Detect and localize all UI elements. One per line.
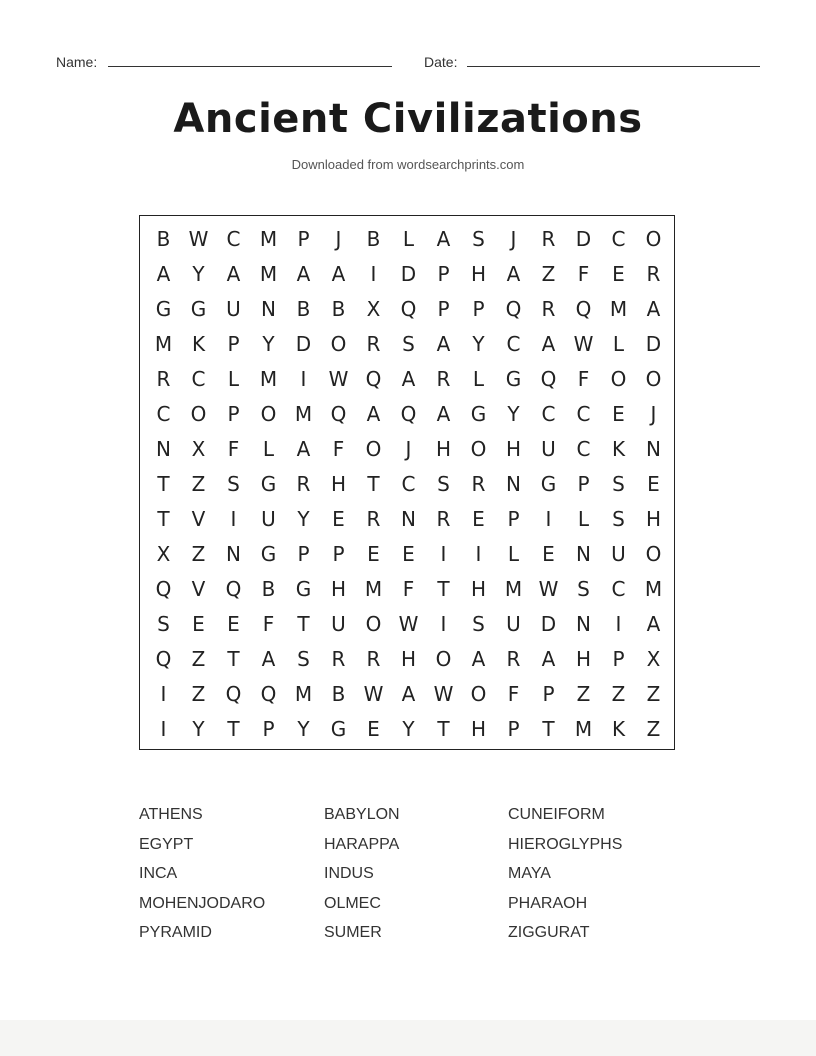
grid-letter[interactable]: N xyxy=(576,612,591,636)
grid-letter[interactable]: Q xyxy=(225,682,242,706)
grid-letter[interactable]: S xyxy=(472,227,485,251)
grid-letter[interactable]: F xyxy=(227,437,240,461)
grid-letter[interactable]: Y xyxy=(192,717,205,741)
grid-row xyxy=(140,642,674,677)
grid-letter[interactable]: R xyxy=(541,297,556,321)
grid-letter[interactable]: T xyxy=(297,612,310,636)
grid-letter[interactable]: D xyxy=(575,227,592,251)
word-list-item: ATHENS xyxy=(139,806,203,823)
grid-letter[interactable]: I xyxy=(440,612,447,636)
grid-letter[interactable]: A xyxy=(541,647,556,671)
grid-letter[interactable]: D xyxy=(540,612,557,636)
word-list-item: INDUS xyxy=(324,865,374,882)
grid-letter[interactable]: R xyxy=(471,472,486,496)
grid-letter[interactable]: U xyxy=(331,612,346,636)
grid-letter[interactable]: P xyxy=(332,542,345,566)
grid-letter[interactable]: R xyxy=(366,647,381,671)
grid-letter[interactable]: P xyxy=(227,402,240,426)
grid-letter[interactable]: C xyxy=(156,402,171,426)
word-list-item: MOHENJODARO xyxy=(139,894,266,912)
grid-letter[interactable]: P xyxy=(437,262,450,286)
grid-letter[interactable]: E xyxy=(647,472,660,496)
grid-letter[interactable]: E xyxy=(402,542,415,566)
word-list-item: HIEROGLYPHS xyxy=(508,835,623,853)
grid-letter[interactable]: L xyxy=(227,367,240,391)
grid-letter[interactable]: H xyxy=(505,437,522,461)
grid-letter[interactable]: H xyxy=(575,647,592,671)
grid-letter[interactable]: J xyxy=(405,437,412,461)
grid-letter[interactable]: J xyxy=(335,227,342,251)
grid-letter[interactable]: Q xyxy=(400,402,417,426)
grid-letter[interactable]: Q xyxy=(225,577,242,601)
grid-letter[interactable]: M xyxy=(259,367,278,391)
grid-letter[interactable]: P xyxy=(297,542,310,566)
grid-letter[interactable]: S xyxy=(402,332,415,356)
grid-letter[interactable]: L xyxy=(402,227,415,251)
grid-letter[interactable]: A xyxy=(156,262,171,286)
grid-letter[interactable]: R xyxy=(156,367,171,391)
grid-letter[interactable]: A xyxy=(296,437,311,461)
word-list-item: PYRAMID xyxy=(139,924,212,941)
grid-letter[interactable]: M xyxy=(504,577,523,601)
grid-letter[interactable]: Z xyxy=(646,682,661,706)
grid-row xyxy=(140,327,674,362)
grid-letter[interactable]: B xyxy=(156,227,171,251)
grid-letter[interactable]: A xyxy=(436,332,451,356)
grid-letter[interactable]: F xyxy=(577,367,590,391)
grid-letter[interactable]: M xyxy=(609,297,628,321)
grid-letter[interactable]: I xyxy=(475,542,482,566)
grid-letter[interactable]: P xyxy=(507,507,520,531)
grid-letter[interactable]: I xyxy=(300,367,307,391)
grid-letter[interactable]: I xyxy=(230,507,237,531)
grid-letter[interactable]: O xyxy=(260,402,277,426)
grid-letter[interactable]: L xyxy=(262,437,275,461)
grid-letter[interactable]: M xyxy=(259,227,278,251)
grid-letter[interactable]: O xyxy=(330,332,347,356)
grid-letter[interactable]: N xyxy=(506,472,521,496)
grid-letter[interactable]: F xyxy=(577,262,590,286)
grid-letter[interactable]: E xyxy=(472,507,485,531)
grid-letter[interactable]: K xyxy=(611,717,626,741)
grid-letter[interactable]: T xyxy=(437,577,450,601)
grid-letter[interactable]: Y xyxy=(192,262,205,286)
grid-letter[interactable]: O xyxy=(470,437,487,461)
grid-letter[interactable]: G xyxy=(295,577,312,601)
grid-letter[interactable]: V xyxy=(191,507,206,531)
grid-letter[interactable]: M xyxy=(294,402,313,426)
grid-letter[interactable]: A xyxy=(471,647,486,671)
word-list-item: PHARAOH xyxy=(508,894,588,912)
source-credit: Downloaded from wordsearchprints.com xyxy=(291,157,525,172)
grid-letter[interactable]: F xyxy=(507,682,520,706)
grid-letter[interactable]: T xyxy=(227,717,240,741)
grid-letter[interactable]: O xyxy=(365,437,382,461)
grid-letter[interactable]: S xyxy=(157,612,170,636)
grid-row xyxy=(140,502,674,537)
grid-row xyxy=(140,362,674,397)
grid-letter[interactable]: P xyxy=(612,647,625,671)
grid-letter[interactable]: E xyxy=(612,262,625,286)
grid-letter[interactable]: S xyxy=(472,612,485,636)
grid-letter[interactable]: A xyxy=(436,402,451,426)
grid-letter[interactable]: G xyxy=(470,402,487,426)
grid-row xyxy=(140,257,674,292)
grid-letter[interactable]: H xyxy=(330,472,347,496)
grid-letter[interactable]: W xyxy=(328,367,349,391)
grid-letter[interactable]: N xyxy=(261,297,276,321)
grid-letter[interactable]: I xyxy=(160,717,167,741)
date-line[interactable] xyxy=(467,66,760,67)
grid-letter[interactable]: Z xyxy=(191,682,206,706)
grid-letter[interactable]: E xyxy=(227,612,240,636)
grid-letter[interactable]: A xyxy=(261,647,276,671)
grid-letter[interactable]: L xyxy=(577,507,590,531)
grid-letter[interactable]: M xyxy=(644,577,663,601)
grid-letter[interactable]: P xyxy=(262,717,275,741)
grid-letter[interactable]: G xyxy=(260,542,277,566)
grid-letter[interactable]: C xyxy=(611,227,626,251)
grid-letter[interactable]: O xyxy=(190,402,207,426)
grid-row xyxy=(140,712,674,747)
grid-letter[interactable]: L xyxy=(472,367,485,391)
grid-letter[interactable]: A xyxy=(506,262,521,286)
grid-letter[interactable]: A xyxy=(226,262,241,286)
date-label: Date: xyxy=(424,54,458,70)
grid-letter[interactable]: A xyxy=(401,682,416,706)
grid-letter[interactable]: I xyxy=(160,682,167,706)
grid-letter[interactable]: F xyxy=(332,437,345,461)
grid-letter[interactable]: O xyxy=(365,612,382,636)
word-list-item: BABYLON xyxy=(324,806,400,823)
grid-letter[interactable]: R xyxy=(366,507,381,531)
grid-letter[interactable]: T xyxy=(227,647,240,671)
word-search-grid xyxy=(139,215,675,750)
grid-letter[interactable]: E xyxy=(542,542,555,566)
grid-letter[interactable]: R xyxy=(506,647,521,671)
grid-letter[interactable]: H xyxy=(330,577,347,601)
grid-letter[interactable]: U xyxy=(541,437,556,461)
grid-letter[interactable]: H xyxy=(435,437,452,461)
grid-row xyxy=(140,397,674,432)
grid-letter[interactable]: A xyxy=(366,402,381,426)
grid-letter[interactable]: Z xyxy=(191,647,206,671)
grid-letter[interactable]: S xyxy=(437,472,450,496)
grid-letter[interactable]: Z xyxy=(646,717,661,741)
grid-letter[interactable]: Q xyxy=(155,577,172,601)
grid-letter[interactable]: G xyxy=(330,717,347,741)
grid-letter[interactable]: I xyxy=(370,262,377,286)
grid-letter[interactable]: O xyxy=(470,682,487,706)
grid-letter[interactable]: Z xyxy=(191,542,206,566)
grid-letter[interactable]: H xyxy=(645,507,662,531)
grid-row xyxy=(140,222,674,257)
grid-letter[interactable]: X xyxy=(366,297,381,321)
grid-letter[interactable]: S xyxy=(297,647,310,671)
grid-letter[interactable]: G xyxy=(155,297,172,321)
grid-letter[interactable]: A xyxy=(296,262,311,286)
grid-letter[interactable]: Y xyxy=(262,332,275,356)
grid-letter[interactable]: S xyxy=(577,577,590,601)
grid-letter[interactable]: D xyxy=(400,262,417,286)
grid-letter[interactable]: Q xyxy=(330,402,347,426)
grid-letter[interactable]: Z xyxy=(611,682,626,706)
word-list-item: OLMEC xyxy=(324,894,381,912)
grid-letter[interactable]: G xyxy=(505,367,522,391)
grid-letter[interactable]: N xyxy=(401,507,416,531)
grid-letter[interactable]: Y xyxy=(507,402,520,426)
word-list-item: EGYPT xyxy=(139,835,194,853)
grid-letter[interactable]: Z xyxy=(191,472,206,496)
grid-letter[interactable]: U xyxy=(506,612,521,636)
grid-letter[interactable]: O xyxy=(435,647,452,671)
grid-letter[interactable]: U xyxy=(261,507,276,531)
grid-letter[interactable]: M xyxy=(574,717,593,741)
grid-letter[interactable]: D xyxy=(295,332,312,356)
grid-letter[interactable]: R xyxy=(331,647,346,671)
grid-letter[interactable]: R xyxy=(646,262,661,286)
grid-letter[interactable]: E xyxy=(612,402,625,426)
grid-letter[interactable]: P xyxy=(577,472,590,496)
grid-letter[interactable]: M xyxy=(259,262,278,286)
grid-letter[interactable]: Y xyxy=(402,717,415,741)
grid-letter[interactable]: G xyxy=(190,297,207,321)
grid-letter[interactable]: Q xyxy=(155,647,172,671)
grid-letter[interactable]: J xyxy=(510,227,517,251)
grid-letter[interactable]: T xyxy=(542,717,555,741)
grid-letter[interactable]: O xyxy=(645,367,662,391)
grid-letter[interactable]: B xyxy=(366,227,381,251)
grid-letter[interactable]: Q xyxy=(575,297,592,321)
grid-letter[interactable]: N xyxy=(576,542,591,566)
grid-letter[interactable]: P xyxy=(297,227,310,251)
grid-letter[interactable]: O xyxy=(610,367,627,391)
grid-letter[interactable]: Q xyxy=(260,682,277,706)
grid-letter[interactable]: N xyxy=(156,437,171,461)
grid-letter[interactable]: O xyxy=(645,542,662,566)
grid-letter[interactable]: C xyxy=(506,332,521,356)
grid-letter[interactable]: P xyxy=(542,682,555,706)
grid-letter[interactable]: Q xyxy=(400,297,417,321)
grid-letter[interactable]: M xyxy=(364,577,383,601)
grid-letter[interactable]: L xyxy=(612,332,625,356)
grid-letter[interactable]: C xyxy=(541,402,556,426)
grid-letter[interactable]: C xyxy=(191,367,206,391)
grid-letter[interactable]: T xyxy=(157,507,170,531)
grid-row xyxy=(140,432,674,467)
grid-letter[interactable]: P xyxy=(472,297,485,321)
grid-letter[interactable]: K xyxy=(611,437,626,461)
grid-letter[interactable]: W xyxy=(433,682,454,706)
grid-letter[interactable]: V xyxy=(191,577,206,601)
grid-letter[interactable]: F xyxy=(402,577,415,601)
grid-letter[interactable]: Y xyxy=(472,332,485,356)
grid-letter[interactable]: P xyxy=(437,297,450,321)
grid-letter[interactable]: P xyxy=(507,717,520,741)
grid-letter[interactable]: R xyxy=(436,507,451,531)
grid-letter[interactable]: T xyxy=(367,472,380,496)
grid-letter[interactable]: S xyxy=(227,472,240,496)
grid-letter[interactable]: R xyxy=(366,332,381,356)
grid-letter[interactable]: C xyxy=(576,402,591,426)
grid-letter[interactable]: T xyxy=(157,472,170,496)
grid-row xyxy=(140,292,674,327)
grid-letter[interactable]: A xyxy=(541,332,556,356)
grid-letter[interactable]: W xyxy=(398,612,419,636)
grid-letter[interactable]: E xyxy=(332,507,345,531)
grid-letter[interactable]: G xyxy=(540,472,557,496)
grid-letter[interactable]: B xyxy=(296,297,311,321)
grid-letter[interactable]: W xyxy=(573,332,594,356)
grid-letter[interactable]: U xyxy=(611,542,626,566)
word-list-item: HARAPPA xyxy=(324,835,400,853)
grid-letter[interactable]: E xyxy=(367,717,380,741)
grid-letter[interactable]: M xyxy=(294,682,313,706)
grid-letter[interactable]: A xyxy=(401,367,416,391)
grid-letter[interactable]: H xyxy=(470,577,487,601)
grid-letter[interactable]: X xyxy=(156,542,171,566)
grid-letter[interactable]: Q xyxy=(505,297,522,321)
grid-letter[interactable]: W xyxy=(363,682,384,706)
word-list-item: MAYA xyxy=(508,865,551,882)
grid-letter[interactable]: C xyxy=(226,227,241,251)
grid-letter[interactable]: P xyxy=(227,332,240,356)
page-title: Ancient Civilizations xyxy=(173,96,643,142)
grid-letter[interactable]: T xyxy=(437,717,450,741)
grid-letter[interactable]: C xyxy=(576,437,591,461)
grid-letter[interactable]: W xyxy=(188,227,209,251)
grid-letter[interactable]: Z xyxy=(576,682,591,706)
grid-letter[interactable]: S xyxy=(612,472,625,496)
grid-row xyxy=(140,572,674,607)
grid-letter[interactable]: L xyxy=(507,542,520,566)
grid-letter[interactable]: K xyxy=(191,332,206,356)
name-label: Name: xyxy=(56,54,98,70)
grid-letter[interactable]: H xyxy=(470,717,487,741)
word-list-item: CUNEIFORM xyxy=(508,806,605,823)
grid-letter[interactable]: C xyxy=(611,577,626,601)
name-line[interactable] xyxy=(108,66,392,67)
grid-letter[interactable]: I xyxy=(440,542,447,566)
grid-letter[interactable]: Y xyxy=(297,717,310,741)
grid-letter[interactable]: H xyxy=(470,262,487,286)
grid-letter[interactable]: B xyxy=(261,577,276,601)
grid-letter[interactable]: D xyxy=(645,332,662,356)
grid-row xyxy=(140,607,674,642)
word-list-item: INCA xyxy=(139,865,178,882)
footer-band xyxy=(0,1020,816,1056)
grid-letter[interactable]: S xyxy=(612,507,625,531)
grid-letter[interactable]: M xyxy=(154,332,173,356)
grid-row xyxy=(140,677,674,712)
grid-letter[interactable]: A xyxy=(436,227,451,251)
grid-letter[interactable]: A xyxy=(646,612,661,636)
grid-letter[interactable]: I xyxy=(615,612,622,636)
grid-letter[interactable]: Z xyxy=(541,262,556,286)
grid-letter[interactable]: W xyxy=(538,577,559,601)
grid-letter[interactable]: E xyxy=(192,612,205,636)
grid-letter[interactable]: G xyxy=(260,472,277,496)
word-list-item: SUMER xyxy=(324,924,382,941)
grid-letter[interactable]: R xyxy=(296,472,311,496)
grid-letter[interactable]: O xyxy=(645,227,662,251)
grid-letter[interactable]: R xyxy=(436,367,451,391)
grid-letter[interactable]: U xyxy=(226,297,241,321)
grid-row xyxy=(140,467,674,502)
grid-letter[interactable]: J xyxy=(650,402,657,426)
grid-letter[interactable]: X xyxy=(191,437,206,461)
grid-letter[interactable]: X xyxy=(646,647,661,671)
grid-letter[interactable]: B xyxy=(331,297,346,321)
grid-letter[interactable]: A xyxy=(331,262,346,286)
grid-letter[interactable]: F xyxy=(262,612,275,636)
grid-letter[interactable]: C xyxy=(401,472,416,496)
grid-letter[interactable]: B xyxy=(331,682,346,706)
grid-row xyxy=(140,537,674,572)
grid-letter[interactable]: N xyxy=(226,542,241,566)
grid-letter[interactable]: Q xyxy=(365,367,382,391)
grid-letter[interactable]: A xyxy=(646,297,661,321)
word-list-item: ZIGGURAT xyxy=(508,924,590,941)
grid-letter[interactable]: Y xyxy=(297,507,310,531)
grid-letter[interactable]: I xyxy=(545,507,552,531)
grid-letter[interactable]: Q xyxy=(540,367,557,391)
grid-letter[interactable]: R xyxy=(541,227,556,251)
grid-letter[interactable]: N xyxy=(646,437,661,461)
grid-letter[interactable]: H xyxy=(400,647,417,671)
grid-letter[interactable]: E xyxy=(367,542,380,566)
